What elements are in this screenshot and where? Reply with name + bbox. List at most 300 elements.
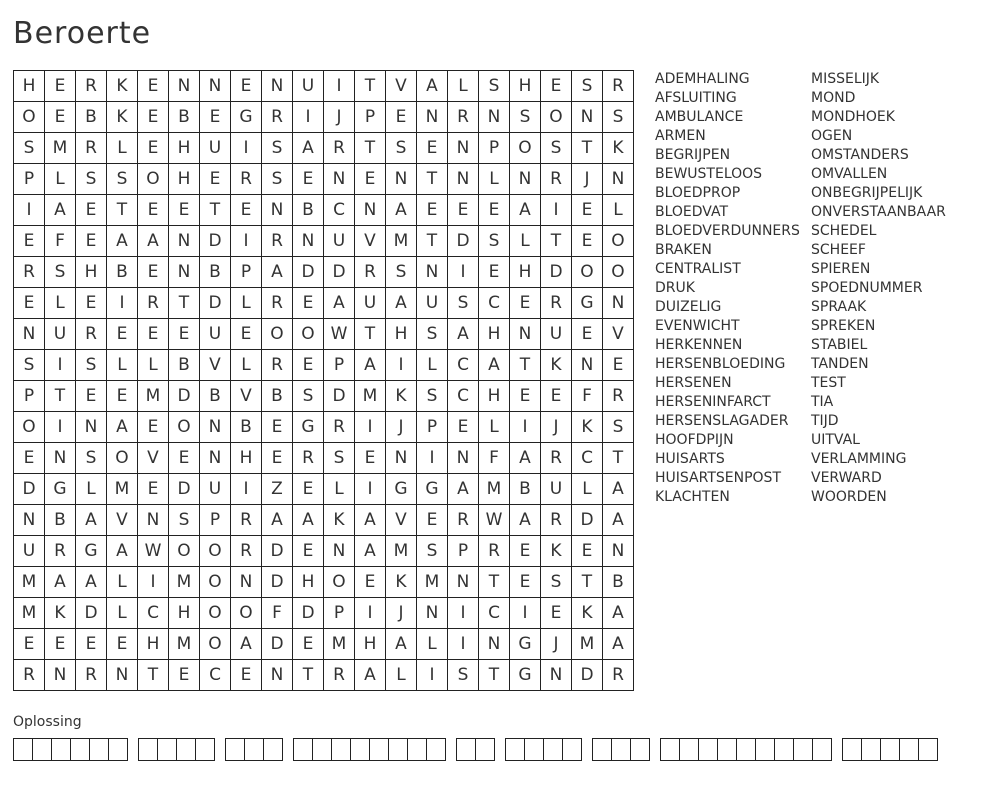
grid-cell[interactable]: N <box>14 505 45 536</box>
grid-cell[interactable]: S <box>448 660 479 691</box>
solution-letter-box[interactable] <box>631 738 650 761</box>
solution-letter-box[interactable] <box>90 738 109 761</box>
solution-letter-box[interactable] <box>544 738 563 761</box>
grid-cell[interactable]: A <box>448 319 479 350</box>
grid-cell[interactable]: J <box>386 598 417 629</box>
grid-cell[interactable]: A <box>417 71 448 102</box>
grid-cell[interactable]: K <box>572 598 603 629</box>
grid-cell[interactable]: S <box>14 350 45 381</box>
solution-letter-box[interactable] <box>476 738 495 761</box>
grid-cell[interactable]: U <box>45 319 76 350</box>
grid-cell[interactable]: L <box>107 350 138 381</box>
grid-cell[interactable]: N <box>417 257 448 288</box>
grid-cell[interactable]: N <box>200 71 231 102</box>
grid-cell[interactable]: D <box>14 474 45 505</box>
solution-letter-box[interactable] <box>775 738 794 761</box>
grid-cell[interactable]: S <box>262 133 293 164</box>
grid-cell[interactable]: E <box>14 226 45 257</box>
grid-cell[interactable]: E <box>107 381 138 412</box>
grid-cell[interactable]: R <box>603 381 634 412</box>
grid-cell[interactable]: P <box>200 505 231 536</box>
grid-cell[interactable]: R <box>231 536 262 567</box>
grid-cell[interactable]: T <box>417 226 448 257</box>
grid-cell[interactable]: N <box>231 567 262 598</box>
grid-cell[interactable]: S <box>417 381 448 412</box>
grid-cell[interactable]: S <box>603 102 634 133</box>
grid-cell[interactable]: I <box>448 629 479 660</box>
grid-cell[interactable]: G <box>510 629 541 660</box>
grid-cell[interactable]: N <box>262 195 293 226</box>
grid-cell[interactable]: E <box>448 412 479 443</box>
grid-cell[interactable]: O <box>324 567 355 598</box>
grid-cell[interactable]: R <box>262 288 293 319</box>
grid-cell[interactable]: N <box>448 443 479 474</box>
solution-letter-box[interactable] <box>313 738 332 761</box>
grid-cell[interactable]: U <box>541 319 572 350</box>
grid-cell[interactable]: E <box>231 660 262 691</box>
grid-cell[interactable]: N <box>510 164 541 195</box>
grid-cell[interactable]: N <box>448 567 479 598</box>
grid-cell[interactable]: T <box>417 164 448 195</box>
grid-cell[interactable]: O <box>200 536 231 567</box>
grid-cell[interactable]: S <box>448 288 479 319</box>
grid-cell[interactable]: S <box>541 133 572 164</box>
grid-cell[interactable]: R <box>541 443 572 474</box>
grid-cell[interactable]: O <box>200 598 231 629</box>
grid-cell[interactable]: V <box>231 381 262 412</box>
grid-cell[interactable]: N <box>262 660 293 691</box>
grid-cell[interactable]: M <box>572 629 603 660</box>
grid-cell[interactable]: D <box>76 598 107 629</box>
grid-cell[interactable]: E <box>262 443 293 474</box>
grid-cell[interactable]: T <box>510 350 541 381</box>
grid-cell[interactable]: O <box>541 102 572 133</box>
grid-cell[interactable]: L <box>510 226 541 257</box>
grid-cell[interactable]: E <box>510 567 541 598</box>
grid-cell[interactable]: U <box>293 71 324 102</box>
grid-cell[interactable]: E <box>541 71 572 102</box>
grid-cell[interactable]: O <box>603 257 634 288</box>
grid-cell[interactable]: P <box>324 350 355 381</box>
grid-cell[interactable]: N <box>572 350 603 381</box>
grid-cell[interactable]: C <box>138 598 169 629</box>
grid-cell[interactable]: N <box>541 660 572 691</box>
grid-cell[interactable]: B <box>76 102 107 133</box>
grid-cell[interactable]: I <box>448 598 479 629</box>
grid-cell[interactable]: R <box>76 71 107 102</box>
grid-cell[interactable]: R <box>231 164 262 195</box>
grid-cell[interactable]: M <box>169 567 200 598</box>
grid-cell[interactable]: E <box>200 164 231 195</box>
grid-cell[interactable]: A <box>386 195 417 226</box>
grid-cell[interactable]: C <box>200 660 231 691</box>
solution-letter-box[interactable] <box>593 738 612 761</box>
grid-cell[interactable]: A <box>262 505 293 536</box>
grid-cell[interactable]: K <box>386 567 417 598</box>
grid-cell[interactable]: H <box>138 629 169 660</box>
grid-cell[interactable]: A <box>603 598 634 629</box>
solution-letter-box[interactable] <box>612 738 631 761</box>
solution-letter-box[interactable] <box>158 738 177 761</box>
grid-cell[interactable]: R <box>541 288 572 319</box>
grid-cell[interactable]: S <box>417 536 448 567</box>
grid-cell[interactable]: I <box>293 102 324 133</box>
grid-cell[interactable]: E <box>45 102 76 133</box>
solution-letter-box[interactable] <box>881 738 900 761</box>
grid-cell[interactable]: D <box>262 567 293 598</box>
grid-cell[interactable]: R <box>541 164 572 195</box>
grid-cell[interactable]: D <box>572 505 603 536</box>
grid-cell[interactable]: U <box>200 319 231 350</box>
grid-cell[interactable]: E <box>479 195 510 226</box>
grid-cell[interactable]: V <box>386 71 417 102</box>
grid-cell[interactable]: K <box>324 505 355 536</box>
grid-cell[interactable]: T <box>479 660 510 691</box>
solution-letter-box[interactable] <box>427 738 446 761</box>
grid-cell[interactable]: R <box>14 660 45 691</box>
grid-cell[interactable]: T <box>572 133 603 164</box>
grid-cell[interactable]: P <box>324 598 355 629</box>
grid-cell[interactable]: B <box>169 102 200 133</box>
grid-cell[interactable]: S <box>293 381 324 412</box>
grid-cell[interactable]: D <box>293 257 324 288</box>
grid-cell[interactable]: H <box>510 71 541 102</box>
solution-letter-box[interactable] <box>457 738 476 761</box>
grid-cell[interactable]: E <box>138 133 169 164</box>
grid-cell[interactable]: K <box>386 381 417 412</box>
grid-cell[interactable]: D <box>169 381 200 412</box>
grid-cell[interactable]: I <box>355 598 386 629</box>
grid-cell[interactable]: N <box>603 288 634 319</box>
grid-cell[interactable]: E <box>138 257 169 288</box>
grid-cell[interactable]: U <box>324 226 355 257</box>
solution-letter-box[interactable] <box>862 738 881 761</box>
grid-cell[interactable]: E <box>448 195 479 226</box>
grid-cell[interactable]: E <box>417 195 448 226</box>
grid-cell[interactable]: H <box>76 257 107 288</box>
grid-cell[interactable]: A <box>76 505 107 536</box>
solution-letter-box[interactable] <box>843 738 862 761</box>
grid-cell[interactable]: I <box>231 133 262 164</box>
grid-cell[interactable]: D <box>324 257 355 288</box>
grid-cell[interactable]: O <box>107 443 138 474</box>
grid-cell[interactable]: A <box>293 505 324 536</box>
grid-cell[interactable]: E <box>14 443 45 474</box>
grid-cell[interactable]: I <box>541 195 572 226</box>
grid-cell[interactable]: T <box>355 71 386 102</box>
grid-cell[interactable]: M <box>138 381 169 412</box>
grid-cell[interactable]: R <box>324 412 355 443</box>
grid-cell[interactable]: E <box>169 195 200 226</box>
grid-cell[interactable]: A <box>355 536 386 567</box>
grid-cell[interactable]: H <box>169 133 200 164</box>
grid-cell[interactable]: N <box>200 443 231 474</box>
grid-cell[interactable]: E <box>138 71 169 102</box>
grid-cell[interactable]: N <box>572 102 603 133</box>
grid-cell[interactable]: L <box>45 288 76 319</box>
grid-cell[interactable]: A <box>293 133 324 164</box>
grid-cell[interactable]: I <box>417 660 448 691</box>
grid-cell[interactable]: N <box>293 226 324 257</box>
grid-cell[interactable]: D <box>293 598 324 629</box>
solution-letter-box[interactable] <box>226 738 245 761</box>
grid-cell[interactable]: L <box>107 133 138 164</box>
solution-letter-box[interactable] <box>264 738 283 761</box>
grid-cell[interactable]: R <box>262 102 293 133</box>
grid-cell[interactable]: K <box>541 350 572 381</box>
grid-cell[interactable]: E <box>572 536 603 567</box>
grid-cell[interactable]: I <box>417 443 448 474</box>
grid-cell[interactable]: N <box>169 226 200 257</box>
grid-cell[interactable]: E <box>572 226 603 257</box>
grid-cell[interactable]: I <box>138 567 169 598</box>
grid-cell[interactable]: D <box>200 288 231 319</box>
grid-cell[interactable]: O <box>510 133 541 164</box>
grid-cell[interactable]: P <box>14 381 45 412</box>
grid-cell[interactable]: N <box>417 102 448 133</box>
grid-cell[interactable]: M <box>107 474 138 505</box>
grid-cell[interactable]: H <box>14 71 45 102</box>
grid-cell[interactable]: L <box>107 598 138 629</box>
grid-cell[interactable]: S <box>479 226 510 257</box>
grid-cell[interactable]: R <box>231 505 262 536</box>
grid-cell[interactable]: G <box>231 102 262 133</box>
grid-cell[interactable]: O <box>14 102 45 133</box>
grid-cell[interactable]: E <box>417 505 448 536</box>
grid-cell[interactable]: B <box>262 381 293 412</box>
grid-cell[interactable]: P <box>355 102 386 133</box>
grid-cell[interactable]: E <box>603 350 634 381</box>
grid-cell[interactable]: N <box>603 164 634 195</box>
grid-cell[interactable]: B <box>200 381 231 412</box>
grid-cell[interactable]: N <box>479 102 510 133</box>
grid-cell[interactable]: O <box>138 164 169 195</box>
grid-cell[interactable]: U <box>417 288 448 319</box>
grid-cell[interactable]: K <box>45 598 76 629</box>
grid-cell[interactable]: I <box>510 598 541 629</box>
solution-letter-box[interactable] <box>196 738 215 761</box>
grid-cell[interactable]: N <box>200 412 231 443</box>
solution-letter-box[interactable] <box>33 738 52 761</box>
grid-cell[interactable]: E <box>572 195 603 226</box>
solution-letter-box[interactable] <box>177 738 196 761</box>
solution-letter-box[interactable] <box>794 738 813 761</box>
grid-cell[interactable]: R <box>293 443 324 474</box>
grid-cell[interactable]: V <box>138 443 169 474</box>
grid-cell[interactable]: E <box>293 629 324 660</box>
grid-cell[interactable]: F <box>262 598 293 629</box>
grid-cell[interactable]: L <box>107 567 138 598</box>
grid-cell[interactable]: E <box>76 288 107 319</box>
grid-cell[interactable]: A <box>107 536 138 567</box>
grid-cell[interactable]: A <box>355 350 386 381</box>
grid-cell[interactable]: R <box>479 536 510 567</box>
grid-cell[interactable]: G <box>386 474 417 505</box>
grid-cell[interactable]: W <box>138 536 169 567</box>
grid-cell[interactable]: I <box>231 226 262 257</box>
grid-cell[interactable]: V <box>603 319 634 350</box>
grid-cell[interactable]: R <box>262 350 293 381</box>
grid-cell[interactable]: A <box>386 288 417 319</box>
grid-cell[interactable]: Z <box>262 474 293 505</box>
grid-cell[interactable]: O <box>231 598 262 629</box>
grid-cell[interactable]: T <box>479 567 510 598</box>
grid-cell[interactable]: P <box>448 536 479 567</box>
grid-cell[interactable]: E <box>293 164 324 195</box>
grid-cell[interactable]: R <box>76 319 107 350</box>
grid-cell[interactable]: E <box>355 567 386 598</box>
grid-cell[interactable]: D <box>200 226 231 257</box>
solution-letter-box[interactable] <box>52 738 71 761</box>
grid-cell[interactable]: R <box>603 660 634 691</box>
grid-cell[interactable]: E <box>107 629 138 660</box>
grid-cell[interactable]: P <box>231 257 262 288</box>
grid-cell[interactable]: O <box>262 319 293 350</box>
grid-cell[interactable]: M <box>386 226 417 257</box>
grid-cell[interactable]: V <box>107 505 138 536</box>
grid-cell[interactable]: N <box>76 412 107 443</box>
grid-cell[interactable]: E <box>107 319 138 350</box>
grid-cell[interactable]: O <box>603 226 634 257</box>
grid-cell[interactable]: R <box>603 71 634 102</box>
grid-cell[interactable]: S <box>541 567 572 598</box>
grid-cell[interactable]: D <box>324 381 355 412</box>
grid-cell[interactable]: S <box>76 443 107 474</box>
grid-cell[interactable]: M <box>324 629 355 660</box>
grid-cell[interactable]: J <box>541 412 572 443</box>
grid-cell[interactable]: J <box>541 629 572 660</box>
grid-cell[interactable]: T <box>355 319 386 350</box>
grid-cell[interactable]: F <box>479 443 510 474</box>
solution-letter-box[interactable] <box>563 738 582 761</box>
grid-cell[interactable]: O <box>200 629 231 660</box>
grid-cell[interactable]: A <box>510 505 541 536</box>
grid-cell[interactable]: L <box>417 629 448 660</box>
grid-cell[interactable]: T <box>355 133 386 164</box>
grid-cell[interactable]: C <box>479 598 510 629</box>
grid-cell[interactable]: C <box>572 443 603 474</box>
grid-cell[interactable]: M <box>386 536 417 567</box>
grid-cell[interactable]: R <box>14 257 45 288</box>
grid-cell[interactable]: G <box>417 474 448 505</box>
grid-cell[interactable]: E <box>76 226 107 257</box>
grid-cell[interactable]: K <box>572 412 603 443</box>
grid-cell[interactable]: A <box>107 226 138 257</box>
grid-cell[interactable]: E <box>417 133 448 164</box>
grid-cell[interactable]: I <box>107 288 138 319</box>
grid-cell[interactable]: T <box>603 443 634 474</box>
solution-letter-box[interactable] <box>14 738 33 761</box>
grid-cell[interactable]: L <box>324 474 355 505</box>
grid-cell[interactable]: H <box>479 319 510 350</box>
grid-cell[interactable]: R <box>76 660 107 691</box>
grid-cell[interactable]: S <box>324 443 355 474</box>
grid-cell[interactable]: I <box>386 350 417 381</box>
grid-cell[interactable]: N <box>107 660 138 691</box>
grid-cell[interactable]: G <box>293 412 324 443</box>
grid-cell[interactable]: E <box>293 350 324 381</box>
grid-cell[interactable]: P <box>417 412 448 443</box>
grid-cell[interactable]: A <box>448 474 479 505</box>
solution-letter-box[interactable] <box>737 738 756 761</box>
grid-cell[interactable]: O <box>14 412 45 443</box>
grid-cell[interactable]: D <box>572 660 603 691</box>
grid-cell[interactable]: U <box>541 474 572 505</box>
grid-cell[interactable]: E <box>510 536 541 567</box>
grid-cell[interactable]: E <box>169 660 200 691</box>
grid-cell[interactable]: S <box>386 133 417 164</box>
grid-cell[interactable]: A <box>138 226 169 257</box>
grid-cell[interactable]: S <box>510 102 541 133</box>
grid-cell[interactable]: I <box>45 412 76 443</box>
grid-cell[interactable]: P <box>479 133 510 164</box>
grid-cell[interactable]: E <box>293 288 324 319</box>
grid-cell[interactable]: J <box>386 412 417 443</box>
grid-cell[interactable]: H <box>169 598 200 629</box>
grid-cell[interactable]: A <box>603 505 634 536</box>
grid-cell[interactable]: E <box>510 381 541 412</box>
solution-letter-box[interactable] <box>332 738 351 761</box>
grid-cell[interactable]: G <box>572 288 603 319</box>
grid-cell[interactable]: S <box>262 164 293 195</box>
grid-cell[interactable]: I <box>355 412 386 443</box>
grid-cell[interactable]: V <box>200 350 231 381</box>
grid-cell[interactable]: S <box>417 319 448 350</box>
grid-cell[interactable]: R <box>541 505 572 536</box>
grid-cell[interactable]: V <box>386 505 417 536</box>
grid-cell[interactable]: K <box>541 536 572 567</box>
grid-cell[interactable]: T <box>107 195 138 226</box>
grid-cell[interactable]: O <box>572 257 603 288</box>
grid-cell[interactable]: M <box>14 567 45 598</box>
grid-cell[interactable]: H <box>479 381 510 412</box>
grid-cell[interactable]: T <box>541 226 572 257</box>
grid-cell[interactable]: B <box>231 412 262 443</box>
grid-cell[interactable]: H <box>293 567 324 598</box>
grid-cell[interactable]: J <box>324 102 355 133</box>
grid-cell[interactable]: E <box>169 319 200 350</box>
grid-cell[interactable]: G <box>45 474 76 505</box>
grid-cell[interactable]: S <box>76 164 107 195</box>
solution-letter-box[interactable] <box>294 738 313 761</box>
grid-cell[interactable]: E <box>355 164 386 195</box>
grid-cell[interactable]: B <box>107 257 138 288</box>
grid-cell[interactable]: E <box>76 195 107 226</box>
grid-cell[interactable]: H <box>169 164 200 195</box>
grid-cell[interactable]: I <box>448 257 479 288</box>
solution-letter-box[interactable] <box>408 738 427 761</box>
grid-cell[interactable]: H <box>231 443 262 474</box>
solution-letter-box[interactable] <box>351 738 370 761</box>
grid-cell[interactable]: E <box>45 629 76 660</box>
grid-cell[interactable]: H <box>386 319 417 350</box>
grid-cell[interactable]: M <box>45 133 76 164</box>
grid-cell[interactable]: G <box>76 536 107 567</box>
grid-cell[interactable]: W <box>479 505 510 536</box>
grid-cell[interactable]: J <box>572 164 603 195</box>
grid-cell[interactable]: I <box>510 412 541 443</box>
grid-cell[interactable]: S <box>603 412 634 443</box>
grid-cell[interactable]: A <box>45 567 76 598</box>
grid-cell[interactable]: T <box>572 567 603 598</box>
grid-cell[interactable]: M <box>14 598 45 629</box>
grid-cell[interactable]: T <box>200 195 231 226</box>
grid-cell[interactable]: R <box>355 257 386 288</box>
grid-cell[interactable]: V <box>355 226 386 257</box>
grid-cell[interactable]: E <box>541 598 572 629</box>
grid-cell[interactable]: N <box>386 164 417 195</box>
grid-cell[interactable]: K <box>603 133 634 164</box>
